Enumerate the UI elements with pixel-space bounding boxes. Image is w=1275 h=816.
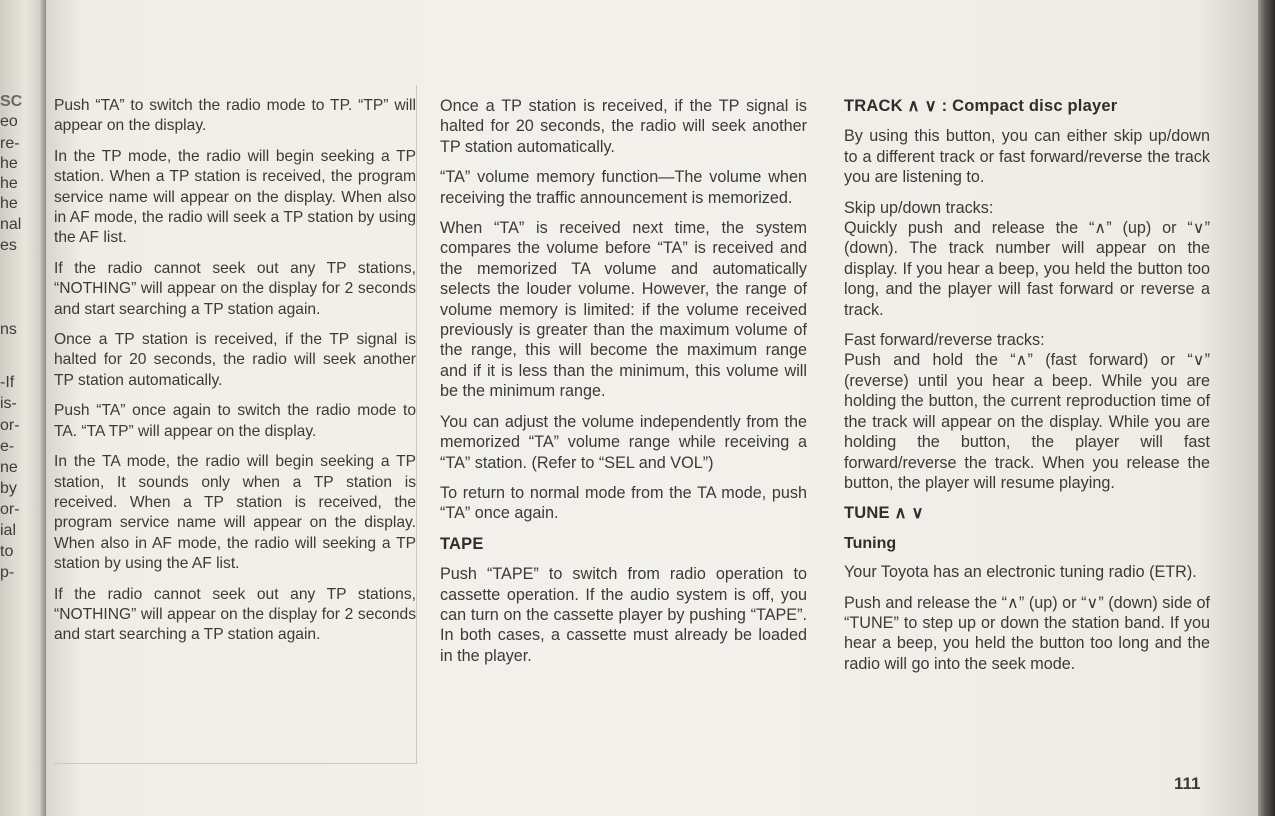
previous-page-heading-fragment: SC (0, 93, 23, 110)
previous-page-text-fragment: or- (0, 501, 20, 518)
column-1 (54, 96, 416, 656)
previous-page-text-fragment: is- (0, 395, 17, 412)
previous-page-text-fragment: ne (0, 459, 18, 476)
paragraph: Once a TP station is received, if the TP signal is halted for 20 seconds, the radio will seek another TP station automatically. (54, 331, 416, 389)
previous-page-text-fragment: or- (0, 417, 20, 434)
previous-page-edge (0, 0, 46, 816)
page-number: 111 (1174, 774, 1201, 793)
paragraph: Push and release the “∧” (up) or “∨” (down) side of “TUNE” to step up or down the station band. If you hear a beep, you held the button too long and the radio will go into the seek mode. (844, 593, 1210, 673)
previous-page-text-fragment: re- (0, 135, 20, 152)
paragraph: Push “TA” once again to switch the radio mode to TA. “TA TP” will appear on the display. (54, 402, 416, 440)
paragraph: By using this button, you can either skip up/down to a different track or fast forward/reverse the track you are listening to. (844, 127, 1210, 187)
previous-page-text-fragment: p- (0, 564, 15, 581)
paragraph: When “TA” is received next time, the system compares the volume before “TA” is received and the memorized TA volume and automatically selects the louder volume. However, the range of volume memory is limited: if the volume received previously is greater than the maximum volume of the range, this will become the maximum range and if it is less than the minimum, this volume will be the minimum range. (440, 219, 807, 401)
book-edge (1258, 0, 1275, 816)
previous-page-text-fragment: ns (0, 321, 17, 338)
paragraph: Your Toyota has an electronic tuning radio (ETR). (844, 563, 1197, 582)
column-3 (844, 96, 1210, 684)
fast-label: Fast forward/reverse tracks: (844, 331, 1045, 350)
paragraph: Once a TP station is received, if the TP signal is halted for 20 seconds, the radio will seek another TP station automatically. (440, 97, 807, 156)
paragraph: You can adjust the volume independently from the memorized “TA” volume range while receiving a “TA” station. (Refer to “SEL and VOL”) (440, 412, 807, 472)
tuning-subheading: Tuning (844, 534, 897, 552)
previous-page-text-fragment: eo (0, 113, 18, 130)
previous-page-text-fragment: es (0, 237, 17, 254)
column-2 (440, 96, 807, 676)
previous-page-text-fragment: he (0, 155, 18, 172)
tune-heading: TUNE ∧ ∨ (844, 504, 924, 523)
track-heading: TRACK ∧ ∨ : Compact disc player (844, 97, 1118, 115)
tape-heading: TAPE (440, 534, 484, 553)
previous-page-text-fragment: by (0, 480, 17, 497)
paragraph: To return to normal mode from the TA mode, push “TA” once again. (440, 483, 807, 523)
paragraph: Push “TA” to switch the radio mode to TP. “TP” will appear on the display. (54, 97, 416, 135)
previous-page-text-fragment: he (0, 175, 18, 192)
paragraph: If the radio cannot seek out any TP stations, “NOTHING” will appear on the display for 2 seconds and start searching a TP station again. (54, 585, 416, 644)
previous-page-text-fragment: e- (0, 438, 15, 455)
previous-page-text-fragment: ial (0, 522, 17, 539)
paragraph: If the radio cannot seek out any TP stations, “NOTHING” will appear on the display for 2 seconds and start searching a TP station again. (54, 259, 416, 318)
paragraph: Push and hold the “∧” (fast forward) or “∨” (reverse) until you hear a beep. While you are holding the button, the current reproduction time of the track will appear on the display. While you are holding the button, the player will fast forward/reverse the track. When you release the button, the player will resume playing. (844, 351, 1210, 492)
previous-page-text-fragment: he (0, 195, 18, 212)
paragraph: Quickly push and release the “∧” (up) or “∨” (down). The track number will appear on the display. If you hear a beep, you held the button too long, and the player will fast forward or reverse a track. (844, 219, 1210, 319)
paragraph: Push “TAPE” to switch from radio operation to cassette operation. If the audio system is off, you can turn on the cassette player by pushing “TAPE”. In both cases, a cassette must already be loaded in the player. (440, 565, 807, 665)
paragraph: In the TA mode, the radio will begin seeking a TP station, It sounds only when a TP station is received. When a TP station is received, the program service name will appear on the display. When also in AF mode, the radio will seeking a TP station by using the AF list. (54, 453, 416, 573)
previous-page-text-fragment: to (0, 543, 14, 560)
previous-page-text-fragment: -If (0, 374, 15, 391)
paragraph: “TA” volume memory function—The volume when receiving the traffic announcement is memorized. (440, 168, 807, 207)
previous-page-text-fragment: nal (0, 216, 22, 233)
manual-page (46, 0, 1258, 816)
skip-label: Skip up/down tracks: (844, 198, 994, 217)
paragraph: In the TP mode, the radio will begin seeking a TP station. When a TP station is received, the program service name will appear on the display. When also in AF mode, the radio will seek a TP station by using the AF list. (54, 147, 416, 247)
